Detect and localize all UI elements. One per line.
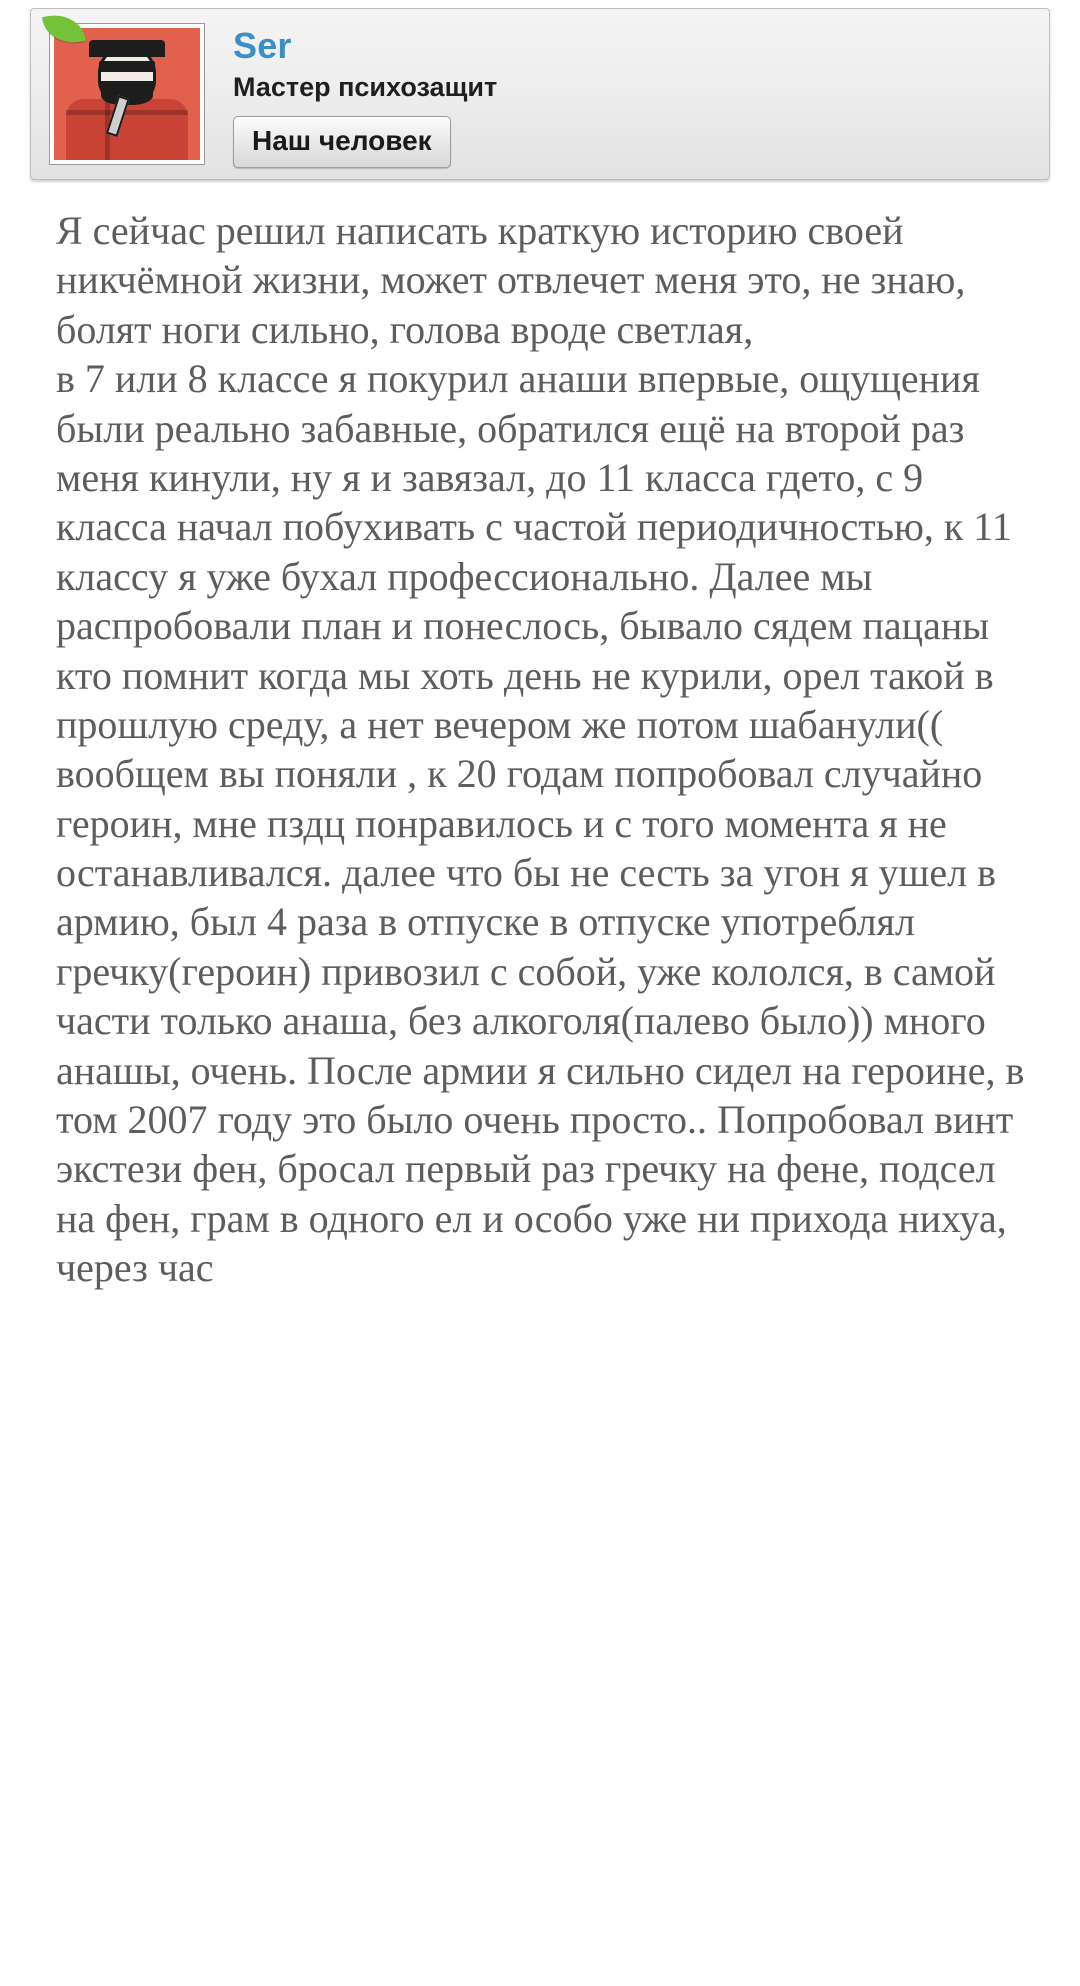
avatar-frame [49, 23, 205, 165]
author-rank-label: Мастер психозащит [233, 71, 498, 102]
post-paragraph: Я сейчас решил написать краткую историю своей никчёмной жизни, может отвлечет меня это, не знаю, болят ноги сильно, голова вроде светлая, [56, 208, 966, 352]
status-badge[interactable]: Наш человек [233, 116, 451, 168]
avatar-shirt-shape [66, 99, 189, 160]
avatar-hat-shape [89, 40, 165, 57]
avatar-glasses-shape [99, 61, 154, 72]
post-paragraph: в 7 или 8 классе я покурил анаши впервые, ощущения были реально забавные, обратился ещё на второй раз меня кинули, ну я и завязал, до 11 класса гдето, с 9 класса начал побухивать с частой периодичностью, к 11 классу я уже бухал профессионально. Далее мы распробовали план и понеслось, бывало сядем пацаны кто помнит когда мы хоть день не курили, орел такой в прошлую среду, а нет вечером же потом шабанули(( вообщем вы поняли , к 20 годам попробовал случайно героин, мне пздц понравилось и с того момента я не останавливался. далее что бы не сесть за угон я ушел в армию, был 4 раза в отпуске в отпуске употреблял гречку(героин) привозил с собой, уже кололся, в самой части только анаша, без алкоголя(палево было)) много анашы, очень. После армии я сильно сидел на героине, в том 2007 году это было очень просто.. Попробовал винт экстези фен, бросал первый раз гречку на фене, подсел на фен, грам в одного ел и особо уже ни прихода нихуа, через час [56, 356, 1025, 1291]
post-body [56, 206, 1032, 1293]
author-meta [233, 27, 1049, 168]
avatar-portrait-icon [54, 28, 200, 160]
post-page [0, 8, 1080, 1986]
post-author-card [30, 8, 1050, 180]
avatar[interactable] [49, 23, 205, 165]
author-name-link[interactable]: Ser [233, 25, 292, 66]
